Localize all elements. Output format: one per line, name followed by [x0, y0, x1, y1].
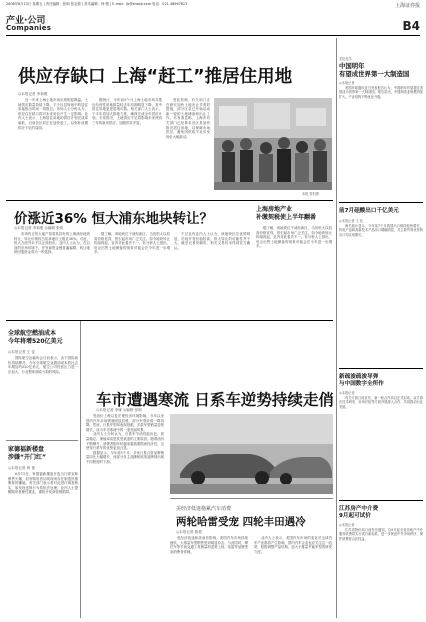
sidebar-headline-3: 新疏浚疏浚导弹 与中国数字全所作: [339, 374, 384, 387]
main-body-col2: 据统计，今年前5个月上海土地市场共推出经营性用地数量较去年同期明显下降，其中居住用地更是屈指可数。相关部门人士表示，下半年将加大推地力度，确保完成全年供应计划。专家指出，土地供应不足将影响未来两到三年的新房供应，加剧供求矛盾。: [92, 98, 162, 125]
fuel-cost-byline: ◎本报记者 王 佳: [8, 350, 35, 354]
sidebar-rule: [339, 368, 423, 369]
fuel-cost-headline: 全球航空燃油成本 今年将增520亿美元: [8, 330, 63, 345]
page-number: B4: [402, 19, 420, 33]
second-body-col2: 据了解，该地块位于浦东新区，当初恒大以较高价格竞得，曾引起市场广泛关注。如今地块转让传闻再起，业内对此看法不一。有分析人士指出，房企出售土地储备的现象可能会在今年进一步增多。: [94, 232, 170, 255]
column-divider: [80, 320, 81, 618]
main-body-col3: 受此影响，有关部门正在研究加快土地出让节奏的措施，部分区县已开始启动新一轮的土地储备和出让工作。另有消息称，上海市有关部门已经要求各区县加快推出居住用地，以保障市场供应，避免因供给不足引发房价大幅波动。: [166, 98, 210, 139]
sidebar-headline-1: 中国明年 有望成世界第一大制造国: [339, 62, 410, 78]
main-headline: 供应存缺口 上海“赶工”推居住用地: [18, 67, 293, 87]
main-byline: ◎本报记者 李和雅: [18, 92, 48, 96]
sidebar-byline-2: ◎本报记者 王 佳: [339, 219, 363, 223]
sub-headline: 两轮哈雷受宠 四轮丰田遇冷: [176, 516, 306, 528]
second-headline: 价涨近36% 恒大浦东地块转让？: [14, 211, 214, 227]
section-rule: [6, 440, 78, 441]
sidebar-byline-1: ◎本报记者: [339, 81, 355, 85]
paper-name: 上海证券报: [394, 3, 420, 9]
second-body-col3: 不过也有业内人士认为，该地块区位优势明显，后续开发价值较高，恒大转让的可能性并不大。截至记者发稿时，相关交易仍未得到官方确认。: [174, 232, 250, 250]
sidebar-rule: [339, 202, 423, 203]
section-rule: [170, 498, 333, 499]
photo-caption: 本报 资料图: [302, 192, 319, 196]
sidebar-rule: [339, 500, 423, 501]
section-rule: [6, 200, 333, 201]
car-photo: [170, 414, 333, 494]
sub-kicker: 美经济低迷拖累汽车消费: [176, 506, 232, 512]
sidebar-body-4: 江苏省物价局日前发布通知，自9月起全省房地产中介服务收费将实行试行新标准，进一步规范中介市场秩序，保护消费者合法权益。: [339, 528, 423, 541]
section-rule: [6, 320, 333, 321]
main-body-col1: 近一年来上海土地市场出现明显降温，土地供应数量持续下降，不少区县规划中的居住用地推出时间一再推迟。市场人士分析认为，供应存在缺口将对未来房价产生一定影响。业内人士表示，上海居住用地的供应计划完成率偏低，目前各区县正在加快赶工，以弥补前期供应不足的局面。: [18, 98, 88, 130]
sidebar-byline-4: ◎本报记者: [339, 523, 355, 527]
section-title-cn: 产业·公司: [6, 16, 46, 26]
second-byline: ◎本报记者 李和雅 ◎编辑 张明: [14, 226, 64, 230]
sidebar-body-3: 有关方面日前宣布，新一轮合作项目正式启动，双方将在技术研发、市场开拓等方面开展深入合作，共同推动行业发展。: [339, 396, 423, 409]
second-body-col1: 市场传言恒大地产拟将其持有的上海浦东地块转让，转让价格较当初拿地价上涨近36%。对此，恒大方面并未予以正面回应。业内人士认为，在目前的市场环境下，开发商资金链普遍偏紧，转让地块回笼资金成为一种选择。: [14, 232, 90, 255]
main-photo: [214, 98, 332, 190]
aside-headline: 上海房地产业 补缴契税使上半年翻番: [256, 206, 317, 221]
sidebar-column: [339, 44, 423, 619]
sidebar-headline-2: 前7月硅酸出口千亿美元: [339, 208, 399, 214]
sidebar-body-1: 美国环球通讯近日发表报告认为，中国明年有望超过美国成为世界第一大制造国。报告指出，中国制造业规模持续扩大，产业结构不断优化升级。: [339, 86, 423, 99]
sidebar-kicker: 龙虹化学: [339, 57, 352, 61]
sidebar-byline-3: ◎本报记者: [339, 391, 355, 395]
section-title-en: Companies: [6, 24, 52, 32]
date-line: 2008年6月13日 星期五 | 责任编辑：张明 张志强 | 美术编辑：徐 骏 | E-mail：jb@shzqb.com 电话：021-38967813: [6, 2, 188, 6]
sidebar-body-2: 海关统计显示，今年前7个月我国出口保持较快增长，机电产品和高新技术产品出口增幅明显，对主要贸易伙伴的出口均实现增长。: [339, 224, 423, 237]
property-headline: 家德福新楼盘 涉嫌“开门红”: [8, 446, 46, 461]
sub-body-col2: 业内人士表示，美国汽车市场的变化对全球汽车产业都将产生影响，国内汽车企业也应关注这一趋势，积极调整产品结构，加大小排量节能车型的研发力度。: [254, 536, 332, 554]
crowd-photo-illustration: [214, 98, 332, 190]
sub-body-col1: 受经济低迷和高油价影响，美国汽车市场持续疲软，大排量车型销售受到明显冲击。与此同时，摩托车等节油交通工具销量却逆势上扬，哈雷等品牌受到消费者青睐。: [170, 536, 248, 554]
fuel-cost-body: 国际航空运输协会日前表示，由于国际油价持续攀升，今年全球航空业燃油成本将比去年增加约520亿美元，航空公司经营压力进一步加大，行业整体面临亏损的风险。: [8, 356, 78, 374]
car-showroom-illustration: [170, 414, 333, 494]
property-byline: ◎本报记者 黄 蕾: [8, 466, 35, 470]
column-divider: [336, 38, 337, 618]
aside-body: 据了解，该地块位于浦东新区，当初恒大以较高价格竞得，曾引起市场广泛关注。如今地块转让传闻再起，业内对此看法不一。有分析人士指出，房企出售土地储备的现象可能会在今年进一步增多。: [256, 226, 332, 249]
property-body: 6月11日，家德福新楼盘开盘当日即宣称销售火爆，但有购房者反映现场存在制造热销假象的嫌疑。有关部门表示将对此进行调查核实，如发现违规行为将依法处理。业内人士提醒购房者理性置业，谨防开发商营销陷阱。: [8, 472, 78, 495]
section-header: [6, 13, 420, 36]
car-headline: 车市遭遇寒流 日系车逆势持续走俏: [96, 391, 334, 409]
sub-byline: ◎本报记者 陈强: [176, 530, 202, 534]
sidebar-headline-4: 江苏房产中介费 9月起可试价: [339, 506, 379, 519]
car-byline: ◎本报记者 李雁 ◎编辑 张明: [96, 408, 142, 412]
car-body-col1: 受油价上涨以及宏观经济环境影响，今年以来国内汽车市场增速明显放缓，部分车型价格一降再降。然而，日系车型却表现抢眼，多款车型销量逆势增长，成为车市寒流中的一道亮丽风景。 业内人士分析认为，日系车节油性能出色、质量稳定、保值率高是其受欢迎的主要原因。随着油价不断攀升，消费者购车时越来越看重燃油经济性，这使得日系车的优势更加凸显。 数据显示，今年前5个月，多家日系合资品牌销量同比大幅增长，而部分自主品牌和欧美品牌则出现不同程度的下滑。: [86, 414, 164, 464]
